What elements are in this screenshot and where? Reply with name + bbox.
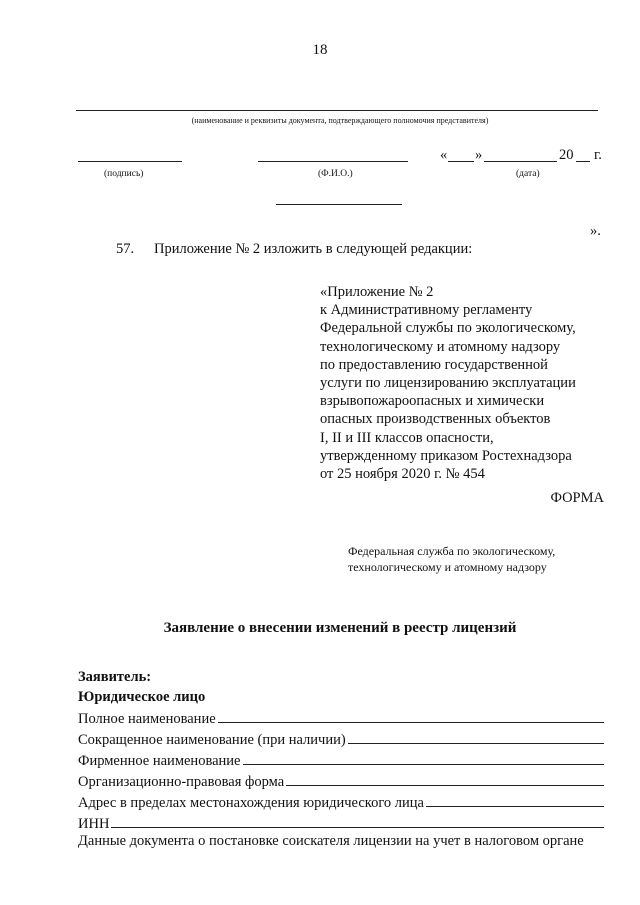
applicant-heading: Заявитель: <box>78 669 152 685</box>
appendix-line: технологическому и атомному надзору <box>320 338 561 355</box>
field-label: ИНН <box>78 816 110 832</box>
field-line[interactable] <box>243 750 605 765</box>
date-day-line <box>448 161 474 162</box>
field-short-name[interactable] <box>78 729 604 749</box>
forma-label: ФОРМА <box>550 490 604 506</box>
year-prefix: 20 <box>559 147 574 163</box>
closing-quote: ». <box>590 223 601 239</box>
agency-line: Федеральная служба по экологическому, <box>348 544 556 558</box>
field-address[interactable] <box>78 792 604 812</box>
appendix-line: от 25 ноября 2020 г. № 454 <box>320 466 485 483</box>
appendix-line: услуги по лицензированию эксплуатации <box>320 375 576 392</box>
appendix-line: I, II и III классов опасности, <box>320 429 494 446</box>
document-line <box>76 110 598 111</box>
field-label: Сокращенное наименование (при наличии) <box>78 732 346 748</box>
appendix-line: утвержденному приказом Ростехнадзора <box>320 447 572 464</box>
appendix-line: Федеральной службы по экологическому, <box>320 320 576 337</box>
field-line[interactable] <box>218 708 604 723</box>
document-caption: (наименование и реквизиты документа, подтверждающего полномочия представителя) <box>191 116 489 125</box>
date-field <box>440 146 610 164</box>
field-brand-name[interactable] <box>78 750 604 770</box>
entity-heading: Юридическое лицо <box>78 689 206 705</box>
field-line[interactable] <box>286 771 604 786</box>
signature-line <box>78 161 182 162</box>
field-label: Организационно-правовая форма <box>78 774 285 790</box>
year-suffix: г. <box>594 147 602 163</box>
field-line[interactable] <box>348 729 604 744</box>
field-line[interactable] <box>111 813 604 828</box>
fio-line <box>258 161 408 162</box>
field-full-name[interactable] <box>78 708 604 728</box>
agency-block <box>348 543 555 575</box>
appendix-line: «Приложение № 2 <box>320 284 434 300</box>
stamp-line <box>276 204 402 205</box>
item-number: 57. <box>116 241 135 257</box>
appendix-block <box>320 283 620 483</box>
appendix-line: взрывопожароопасных и химически <box>320 393 545 410</box>
field-label: Адрес в пределах местонахождения юридического лица <box>78 795 424 811</box>
appendix-line: по предоставлению государственной <box>320 356 548 373</box>
year-line <box>576 161 590 162</box>
tax-registration-line: Данные документа о постановке соискателя лицензии на учет в налоговом органе <box>78 833 584 849</box>
date-label: (дата) <box>516 169 540 179</box>
fio-label: (Ф.И.О.) <box>318 169 353 179</box>
date-month-line <box>484 161 557 162</box>
page-number: 18 <box>312 42 328 58</box>
field-legal-form[interactable] <box>78 771 604 791</box>
agency-line: технологическому и атомному надзору <box>348 560 547 574</box>
field-label: Фирменное наименование <box>78 753 241 769</box>
form-title: Заявление о внесении изменений в реестр лицензий <box>163 620 517 636</box>
appendix-line: опасных производственных объектов <box>320 411 551 428</box>
appendix-line: к Административному регламенту <box>320 302 533 319</box>
field-line[interactable] <box>426 792 604 807</box>
date-close-quote: » <box>475 147 483 163</box>
item-text: Приложение № 2 изложить в следующей редакции: <box>154 241 473 257</box>
field-inn[interactable] <box>78 813 604 833</box>
field-label: Полное наименование <box>78 711 216 727</box>
signature-label: (подпись) <box>104 169 144 179</box>
date-open-quote: « <box>440 147 448 163</box>
